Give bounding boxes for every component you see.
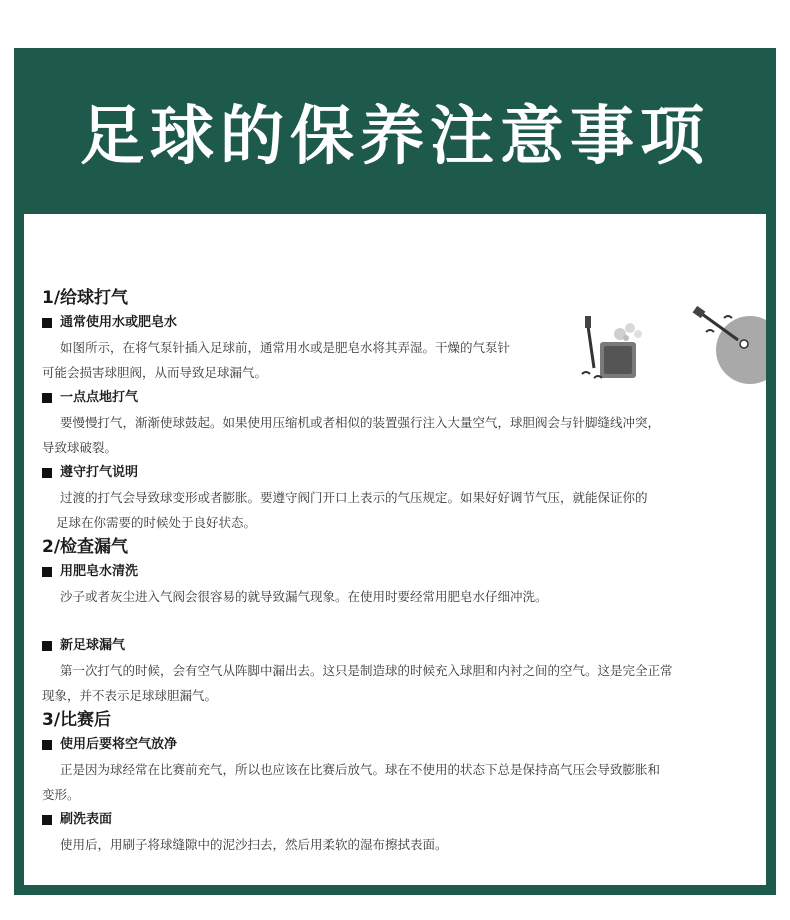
square-bullet-icon	[42, 318, 52, 328]
subsection-label: 刷洗表面	[42, 807, 754, 832]
paragraph-line: 变形。	[42, 787, 80, 802]
paragraph-line: 足球在你需要的时候处于良好状态。	[56, 515, 257, 530]
paragraph-line: 正是因为球经常在比赛前充气，所以也应该在比赛后放气。球在不使用的状态下总是保持高气压会导致膨胀和	[60, 762, 661, 777]
paragraph-line: 使用后，用刷子将球缝隙中的泥沙扫去，然后用柔软的湿布擦拭表面。	[60, 837, 448, 852]
subsection-label: 用肥皂水清洗	[42, 559, 754, 584]
header-banner	[14, 48, 776, 214]
square-bullet-icon	[42, 468, 52, 478]
paragraph-line: 要慢慢打气，渐渐使球鼓起。如果使用压缩机或者相似的装置强行注入大量空气，球胆阀会与针脚缝线冲突，	[60, 415, 661, 430]
section-heading: 3/比赛后	[42, 710, 112, 730]
paragraph-line: 可能会损害球胆阀，从而导致足球漏气。	[42, 365, 268, 380]
page-title: 足球的保养注意事项	[80, 100, 710, 174]
section-heading: 2/检查漏气	[42, 537, 129, 557]
spacer	[42, 609, 754, 633]
paragraph-line: 如图所示，在将气泵针插入足球前，通常用水或是肥皂水将其弄湿。干燥的气泵针	[60, 340, 511, 355]
paragraph-line: 第一次打气的时候，会有空气从阵脚中漏出去。这只是制造球的时候充入球胆和内衬之间的空气。这是完全正常	[60, 663, 673, 678]
subsection-label: 新足球漏气	[42, 633, 754, 658]
subsection-label: 一点点地打气	[42, 385, 754, 410]
square-bullet-icon	[42, 567, 52, 577]
section-heading: 1/给球打气	[42, 288, 129, 308]
paragraph-line: 导致球破裂。	[42, 440, 118, 455]
paragraph-line: 沙子或者灰尘进入气阀会很容易的就导致漏气现象。在使用时要经常用肥皂水仔细冲洗。	[60, 589, 548, 604]
paragraph-line: 过渡的打气会导致球变形或者膨胀。要遵守阀门开口上表示的气压规定。如果好好调节气压，就能保证你的	[60, 490, 648, 505]
paragraph-line: 现象，并不表示足球球胆漏气。	[42, 688, 218, 703]
subsection-label: 使用后要将空气放净	[42, 732, 754, 757]
content-panel	[24, 214, 766, 885]
square-bullet-icon	[42, 740, 52, 750]
square-bullet-icon	[42, 815, 52, 825]
square-bullet-icon	[42, 393, 52, 403]
subsection-label: 通常使用水或肥皂水	[42, 310, 754, 335]
square-bullet-icon	[42, 641, 52, 651]
page-frame	[14, 48, 776, 895]
subsection-label: 遵守打气说明	[42, 460, 754, 485]
content-body	[42, 286, 754, 857]
